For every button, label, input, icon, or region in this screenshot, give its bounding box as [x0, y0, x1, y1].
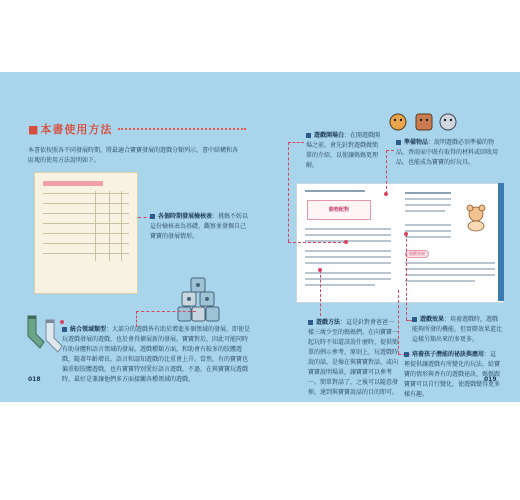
toy-cans-icon: [176, 276, 220, 324]
teddy-bear-icon: [461, 204, 491, 232]
materials-label-head: 準備物品: [404, 139, 429, 146]
intro-label: [306, 131, 382, 171]
title-bullet: ■: [28, 122, 39, 136]
activity-page-thumbnail: [296, 183, 504, 303]
checklist-label-body: ：挑媽不妨以這份檢核表為基礎，觀察並發掘自己寶寶的發展情形。: [150, 213, 249, 240]
checklist-page-thumbnail: [34, 172, 138, 294]
page-number-right: 019: [484, 376, 497, 383]
section-title-bar: [28, 120, 246, 138]
materials-label-body: ：說明遊戲必須準備的物品，香雨家中既有取得的材料或回收用品，也能成為寶寶的好玩具。: [396, 139, 499, 166]
effect-label-head: 遊戲效果: [420, 316, 445, 323]
toy-animals-icon: [388, 108, 460, 136]
effect-label-body: ：培養遊戲時，遊戲能夠所發的機能，但實際效果還比這樣另類出來的多更多。: [412, 316, 503, 343]
method-label: [308, 318, 398, 398]
tips-label-body: ：這裡提供讓遊戲有所變化的玩法，給寶寶的情形與香有的遊戲祕訣，媽媽跟寶寶可以自行變化，使遊戲變得更多樣有趣。: [404, 351, 501, 398]
tips-label: [404, 350, 502, 400]
socks-icon: [22, 312, 66, 356]
page-edge-ribbon: [498, 183, 504, 301]
tips-label-head: 培養孩子潛能的祕訣與應用: [412, 351, 485, 358]
domain-type-label: [62, 325, 252, 385]
intro-paragraph: 本書依按照各不同發展時期，將最適合寶寶發展的遊戲分類列示，書中結構和各區塊的使用方法說明如下。: [28, 147, 239, 164]
materials-label: [396, 138, 500, 168]
domain-type-label-body: ：大部分的遊戲皆有助於增進多個領域的發展，即使是玩遊戲發展的遊戲，也於會得擴展新的發展。寶寶對於，因此可能同時有助身體和語言領域的發展。遊戲種類方面，和助會有較多的肢體遊戲，隨著年齡增長，語言和認知遊戲的比重會上升。當然，有的寶寶也偏重較肢體遊戲，也有寶寶特別愛好語言遊戲，不過，在與寶寶玩遊戲時，最好是兼讓他們多方面接觸各種領域的遊戲。: [62, 326, 251, 383]
effect-label: [412, 315, 502, 345]
page-number-left: 018: [28, 376, 41, 383]
domain-type-label-head: 統合領域類型: [70, 326, 107, 333]
intro-label-body: ：在開遊戲開場之前，會先針對遊戲做簡單的介紹，以使讓媽媽更理解。: [306, 132, 381, 169]
thumbnail-header-strip: [43, 181, 103, 186]
method-label-body: ：這是針對會爸爸一樣三歲少至的媽媽們，在向寶寶一起玩時不知道該說什麼時，提供簡單的例示參考，原則上，玩遊戲時說的話，是像在與寶寶對話，或向寶寶說明場景，讓寶寶可以參考一。簡單對話了，之後可以隨意發揮，達到與寶寶說話的目的即可。: [308, 319, 399, 396]
method-label-head: 遊戲方法: [316, 319, 341, 326]
effect-tag: 遊戲效果: [405, 250, 429, 258]
checklist-label-head: 各個時期發展檢核表: [158, 213, 213, 220]
checklist-label: [150, 212, 250, 242]
activity-title-box: [307, 200, 371, 220]
activity-title: 動物配對: [328, 207, 349, 213]
title-rule: [118, 128, 246, 130]
section-title: 本書使用方法: [40, 123, 113, 136]
intro-label-head: 遊戲開場白: [314, 132, 345, 139]
